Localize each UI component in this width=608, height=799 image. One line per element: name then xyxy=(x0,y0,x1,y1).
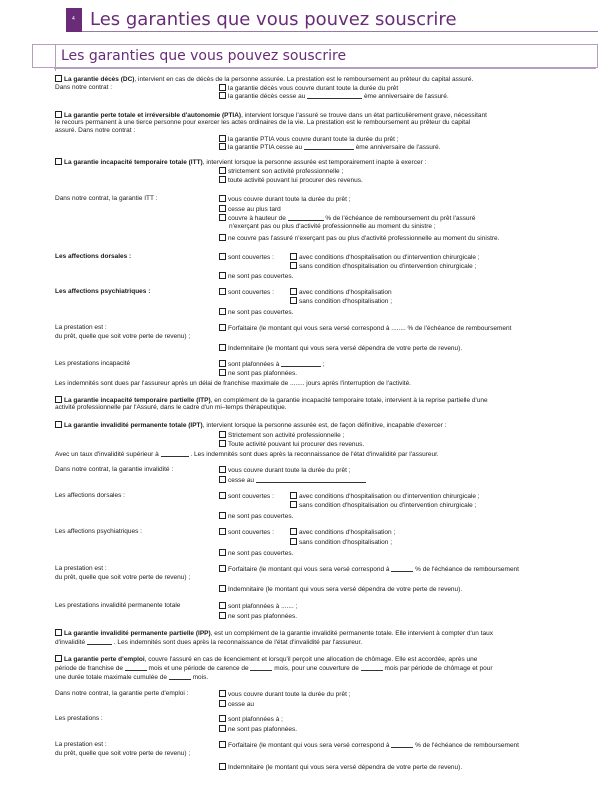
checkbox[interactable] xyxy=(290,528,297,535)
checkbox[interactable] xyxy=(219,176,226,183)
form-line: Dans notre contrat : xyxy=(55,84,113,91)
form-line: cesse au plus tard xyxy=(219,205,281,214)
form-line: sont plafonnées à ....... ; xyxy=(219,602,297,611)
checkbox[interactable] xyxy=(219,492,226,499)
form-line: La prestation est : xyxy=(55,565,107,572)
header-rule xyxy=(82,31,598,32)
checkbox[interactable] xyxy=(219,715,226,722)
fill-in-blank[interactable] xyxy=(288,214,324,221)
checkbox[interactable] xyxy=(290,262,297,269)
form-line: sans condition d'hospitalisation ; xyxy=(290,538,392,547)
form-line: Strictement son activité professionnelle ; xyxy=(219,431,344,440)
form-line: ne sont pas couvertes. xyxy=(219,549,293,558)
checkbox[interactable] xyxy=(219,725,226,732)
checkbox[interactable] xyxy=(219,440,226,447)
checkbox[interactable] xyxy=(219,253,226,260)
checkbox[interactable] xyxy=(55,75,62,82)
checkbox[interactable] xyxy=(219,167,226,174)
form-line: Les indemnités sont dues par l'assureur après un délai de franchise maximale de ........ jours après l'interruption de l'activité. xyxy=(55,380,411,387)
form-line: n'exerçant pas ou plus d'activité professionnelle au moment du sinistre ; xyxy=(229,223,436,230)
checkbox[interactable] xyxy=(219,308,226,315)
form-line: avec conditions d'hospitalisation ou d'intervention chirurgicale ; xyxy=(290,253,480,262)
checkbox[interactable] xyxy=(290,288,297,295)
page-header xyxy=(66,8,598,32)
checkbox[interactable] xyxy=(219,344,226,351)
form-line: Toute activité pouvant lui procurer des revenus. xyxy=(219,440,364,449)
fill-in-blank[interactable] xyxy=(125,664,147,671)
page-title: Les garanties que vous pouvez souscrire xyxy=(90,9,457,30)
form-line: du prêt, quelle que soit votre perte de revenu) ; xyxy=(55,333,191,340)
checkbox[interactable] xyxy=(55,629,62,636)
form-line: Indemnitaire (le montant qui vous sera versé dépendra de votre perte de revenu). xyxy=(219,763,462,772)
form-line: assuré. Dans notre contrat : xyxy=(55,127,136,134)
form-line: Indemnitaire (le montant qui vous sera versé dépendra de votre perte de revenu). xyxy=(219,585,462,594)
form-line: Les prestations invalidité permanente totale xyxy=(55,602,181,609)
page-number: 4 xyxy=(72,16,75,22)
checkbox[interactable] xyxy=(219,205,226,212)
form-line: activité professionnelle par l'Assuré, dans le cadre d'un mi–temps thérapeutique. xyxy=(55,404,287,411)
checkbox[interactable] xyxy=(219,466,226,473)
checkbox[interactable] xyxy=(219,612,226,619)
form-line: Les affections dorsales : xyxy=(55,253,132,260)
section-title-box xyxy=(32,44,598,68)
form-line: le recours permanent à une tierce personne pour exercer les actes ordinaires de la vie. La prestation est le remboursement au prêteur du capital xyxy=(55,119,471,126)
checkbox[interactable] xyxy=(55,396,62,403)
checkbox[interactable] xyxy=(219,549,226,556)
fill-in-blank[interactable] xyxy=(304,143,354,150)
checkbox[interactable] xyxy=(290,297,297,304)
form-line: cesse au xyxy=(219,700,254,709)
checkbox[interactable] xyxy=(219,195,226,202)
form-line: ne sont pas couvertes. xyxy=(219,272,293,281)
fill-in-blank[interactable] xyxy=(391,741,413,748)
form-line: d'invalidité . Les indemnités sont dues après la reconnaissance de l'état d'invalidité par l'assureur. xyxy=(55,639,363,646)
form-line: Dans notre contrat, la garantie perte d'emploi : xyxy=(55,690,189,697)
checkbox[interactable] xyxy=(219,214,226,221)
form-line: la garantie décès vous couvre durant toute la durée du prêt xyxy=(219,84,398,93)
form-line: Forfaitaire (le montant qui vous sera versé correspond à % de l'échéance de remboursement xyxy=(219,565,519,574)
page-number-tab xyxy=(68,8,82,32)
checkbox[interactable] xyxy=(219,324,226,331)
fill-in-blank[interactable] xyxy=(87,638,112,645)
checkbox[interactable] xyxy=(55,111,62,118)
form-line: Les affections psychiatriques : xyxy=(55,528,142,535)
form-line: sont couvertes : xyxy=(219,492,274,501)
form-line: cesse au xyxy=(219,476,366,485)
checkbox[interactable] xyxy=(219,585,226,592)
checkbox[interactable] xyxy=(219,431,226,438)
form-line: Forfaitaire (le montant qui vous sera versé correspond à ........ % de l'échéance de remboursement xyxy=(219,324,511,333)
form-line: La garantie invalidité permanente partielle (IPP), est un complément de la garantie invalidité permanente totale. Elle intervient à compter d'un taux xyxy=(55,629,493,638)
section-rule xyxy=(54,68,596,69)
form-line: La garantie incapacité temporaire partielle (ITP), en complément de la garantie incapacité temporaire totale, intervient à la reprise partielle d'une xyxy=(55,396,488,405)
form-line: Dans notre contrat, la garantie ITT : xyxy=(55,195,158,202)
form-line: La garantie perte d'emploi, couvre l'assuré en cas de licenciement et lorsqu'il perçoit une allocation de chômage. Elle est accordée, après une xyxy=(55,655,477,664)
fill-in-blank[interactable] xyxy=(250,664,272,671)
form-line: Forfaitaire (le montant qui vous sera versé correspond à % de l'échéance de remboursement xyxy=(219,741,519,750)
form-line: Les affections dorsales : xyxy=(55,492,125,499)
fill-in-blank[interactable] xyxy=(161,450,189,457)
form-line: sont couvertes : xyxy=(219,528,274,537)
form-line: la garantie PTIA cesse au ème anniversaire de l'assuré. xyxy=(219,143,440,152)
form-line: ne sont pas couvertes. xyxy=(219,308,293,317)
form-line: La prestation est : xyxy=(55,741,107,748)
form-line: La garantie incapacité temporaire totale (ITT), intervient lorsque la personne assurée est temporairement inapte à exercer : xyxy=(55,158,426,167)
form-line: avec conditions d'hospitalisation ; xyxy=(290,528,395,537)
form-line: la garantie décès cesse au ème anniversaire de l'assuré. xyxy=(219,92,449,101)
form-line: sont plafonnées à ; xyxy=(219,360,325,369)
form-line: du prêt, quelle que soit votre perte de revenu) ; xyxy=(55,574,191,581)
form-line: ne couvre pas l'assuré n'exerçant pas ou plus d'activité professionnelle au moment du sinistre. xyxy=(219,234,499,243)
checkbox[interactable] xyxy=(219,602,226,609)
form-line: vous couvre durant toute la durée du prêt ; xyxy=(219,195,351,204)
checkbox[interactable] xyxy=(219,690,226,697)
form-line: toute activité pouvant lui procurer des revenus. xyxy=(219,176,363,185)
form-line: du prêt, quelle que soit votre perte de revenu) ; xyxy=(55,750,191,757)
form-line: vous couvre durant toute la durée du prêt ; xyxy=(219,690,351,699)
checkbox[interactable] xyxy=(290,501,297,508)
form-line: strictement son activité professionnelle ; xyxy=(219,167,343,176)
checkbox[interactable] xyxy=(290,492,297,499)
form-line: avec conditions d'hospitalisation ou d'intervention chirurgicale ; xyxy=(290,492,480,501)
form-line: ne sont pas plafonnées. xyxy=(219,725,297,734)
form-line: sans condition d'hospitalisation ; xyxy=(290,297,392,306)
form-line: Les prestations : xyxy=(55,715,103,722)
checkbox[interactable] xyxy=(219,700,226,707)
checkbox[interactable] xyxy=(219,741,226,748)
form-line: La garantie décès (DC), intervient en cas de décès de la personne assurée. La prestation est le remboursement au prêteur du capital assuré. xyxy=(55,75,473,84)
checkbox[interactable] xyxy=(219,476,226,483)
fill-in-blank[interactable] xyxy=(361,664,383,671)
form-line: ne sont pas couvertes. xyxy=(219,512,293,521)
form-line: Les prestations incapacité xyxy=(55,360,131,367)
fill-in-blank[interactable] xyxy=(169,673,191,680)
form-line: sont plafonnées à ; xyxy=(219,715,283,724)
form-line: Les affections psychiatriques : xyxy=(55,288,151,295)
checkbox[interactable] xyxy=(219,512,226,519)
form-line: couvre à hauteur de % de l'échéance de remboursement du prêt l'assuré xyxy=(219,214,475,223)
checkbox[interactable] xyxy=(219,360,226,367)
fill-in-blank[interactable] xyxy=(281,360,321,367)
form-line: une durée totale maximale cumulée de mois. xyxy=(55,674,209,681)
form-line: sans condition d'hospitalisation ou d'intervention chirurgicale ; xyxy=(290,501,476,510)
checkbox[interactable] xyxy=(219,763,226,770)
fill-in-blank[interactable] xyxy=(391,565,413,572)
checkbox[interactable] xyxy=(219,272,226,279)
checkbox[interactable] xyxy=(219,234,226,241)
form-line: la garantie PTIA vous couvre durant toute la durée du prêt ; xyxy=(219,135,399,144)
checkbox[interactable] xyxy=(219,143,226,150)
form-line: ne sont pas plafonnées. xyxy=(219,612,297,621)
checkbox[interactable] xyxy=(55,421,62,428)
form-line: La prestation est : xyxy=(55,324,107,331)
form-line: La garantie perte totale et irréversible d'autonomie (PTIA), intervient lorsque l'assuré se trouve dans un état particulièrement grave, nécessitant xyxy=(55,111,487,120)
form-line: vous couvre durant toute la durée du prêt ; xyxy=(219,466,351,475)
form-line: Avec un taux d'invalidité supérieur à . Les indemnités sont dues après la reconnaissance de l'état d'invalidité par l'assureur. xyxy=(55,451,439,458)
checkbox[interactable] xyxy=(219,565,226,572)
section-title: Les garanties que vous pouvez souscrire xyxy=(61,48,347,64)
checkbox[interactable] xyxy=(219,288,226,295)
form-line: La garantie invalidité permanente totale (IPT), intervient lorsque la personne assurée est, de façon définitive, incapable d'exercer : xyxy=(55,421,446,430)
form-line: Dans notre contrat, la garantie invalidité : xyxy=(55,466,174,473)
checkbox[interactable] xyxy=(55,655,62,662)
form-line: Indemnitaire (le montant qui vous sera versé dépendra de votre perte de revenu). xyxy=(219,344,462,353)
checkbox[interactable] xyxy=(219,135,226,142)
form-line: période de franchise de mois et une période de carence de mois, pour une couverture de mois par période de chômage et pour xyxy=(55,665,493,672)
checkbox[interactable] xyxy=(290,253,297,260)
checkbox[interactable] xyxy=(55,158,62,165)
checkbox[interactable] xyxy=(219,369,226,376)
form-line: sont couvertes : xyxy=(219,288,274,297)
form-line: sans condition d'hospitalisation ou d'intervention chirurgicale ; xyxy=(290,262,476,271)
form-line: avec conditions d'hospitalisation xyxy=(290,288,392,297)
form-line: sont couvertes : xyxy=(219,253,274,262)
checkbox[interactable] xyxy=(290,538,297,545)
fill-in-blank[interactable] xyxy=(256,476,366,483)
checkbox[interactable] xyxy=(219,84,226,91)
checkbox[interactable] xyxy=(219,92,226,99)
form-line: ne sont pas plafonnées. xyxy=(219,369,297,378)
checkbox[interactable] xyxy=(219,528,226,535)
fill-in-blank[interactable] xyxy=(307,92,362,99)
